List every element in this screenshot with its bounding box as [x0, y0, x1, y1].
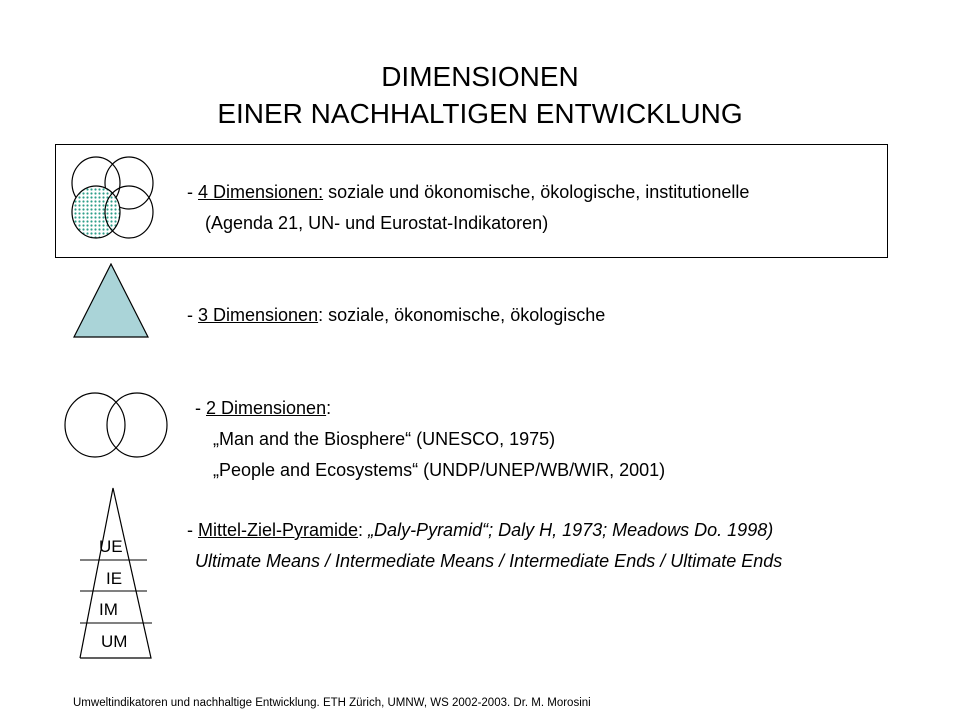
section1-label: Mittel-Ziel-Pyramide — [198, 520, 359, 540]
section2-line3: „People and Ecosystems“ (UNDP/UNEP/WB/WIR, 2001) — [213, 460, 666, 480]
pyramid-level-um: UM — [101, 632, 128, 651]
section4-label: 4 Dimensionen: — [198, 182, 324, 202]
title-line-2: EINER NACHHALTIGEN ENTWICKLUNG — [217, 98, 743, 129]
section3-text: : soziale, ökonomische, ökologische — [318, 305, 606, 325]
section2-line1 — [195, 398, 331, 419]
two-circles-diagram — [62, 390, 172, 460]
section1-colon: : — [358, 520, 369, 540]
section3-line1 — [187, 305, 605, 326]
circle-biosphere — [107, 393, 167, 457]
circle-ecological — [72, 186, 120, 238]
section1-dash: - — [187, 520, 193, 540]
section3-dash: - — [187, 305, 193, 325]
pyramid-level-ue: UE — [99, 537, 123, 556]
section2-label: 2 Dimensionen — [206, 398, 327, 418]
pyramid-level-im: IM — [99, 600, 118, 619]
section4-line2: (Agenda 21, UN- und Eurostat-Indikatoren) — [205, 213, 549, 233]
section2-text: : — [326, 398, 332, 418]
four-circles-diagram — [66, 152, 166, 244]
section1-text: „Daly-Pyramid“; Daly H, 1973; Meadows Do. 1998) — [368, 520, 774, 540]
section4-line1 — [187, 182, 749, 203]
page-title — [0, 58, 960, 132]
title-line-1: DIMENSIONEN — [381, 61, 579, 92]
footer-citation: Umweltindikatoren und nachhaltige Entwicklung. ETH Zürich, UMNW, WS 2002-2003. Dr. M. Morosini — [73, 697, 591, 709]
section4-text: soziale und ökonomische, ökologische, institutionelle — [323, 182, 750, 202]
section3-label: 3 Dimensionen — [198, 305, 319, 325]
triangle-diagram — [72, 263, 150, 339]
section1-line1 — [187, 520, 773, 541]
section4-dash: - — [187, 182, 193, 202]
section2-line2: „Man and the Biosphere“ (UNESCO, 1975) — [213, 429, 556, 449]
section2-dash: - — [195, 398, 201, 418]
pyramid-level-ie: IE — [106, 569, 123, 588]
section1-line2: Ultimate Means / Intermediate Means / Intermediate Ends / Ultimate Ends — [195, 551, 783, 571]
